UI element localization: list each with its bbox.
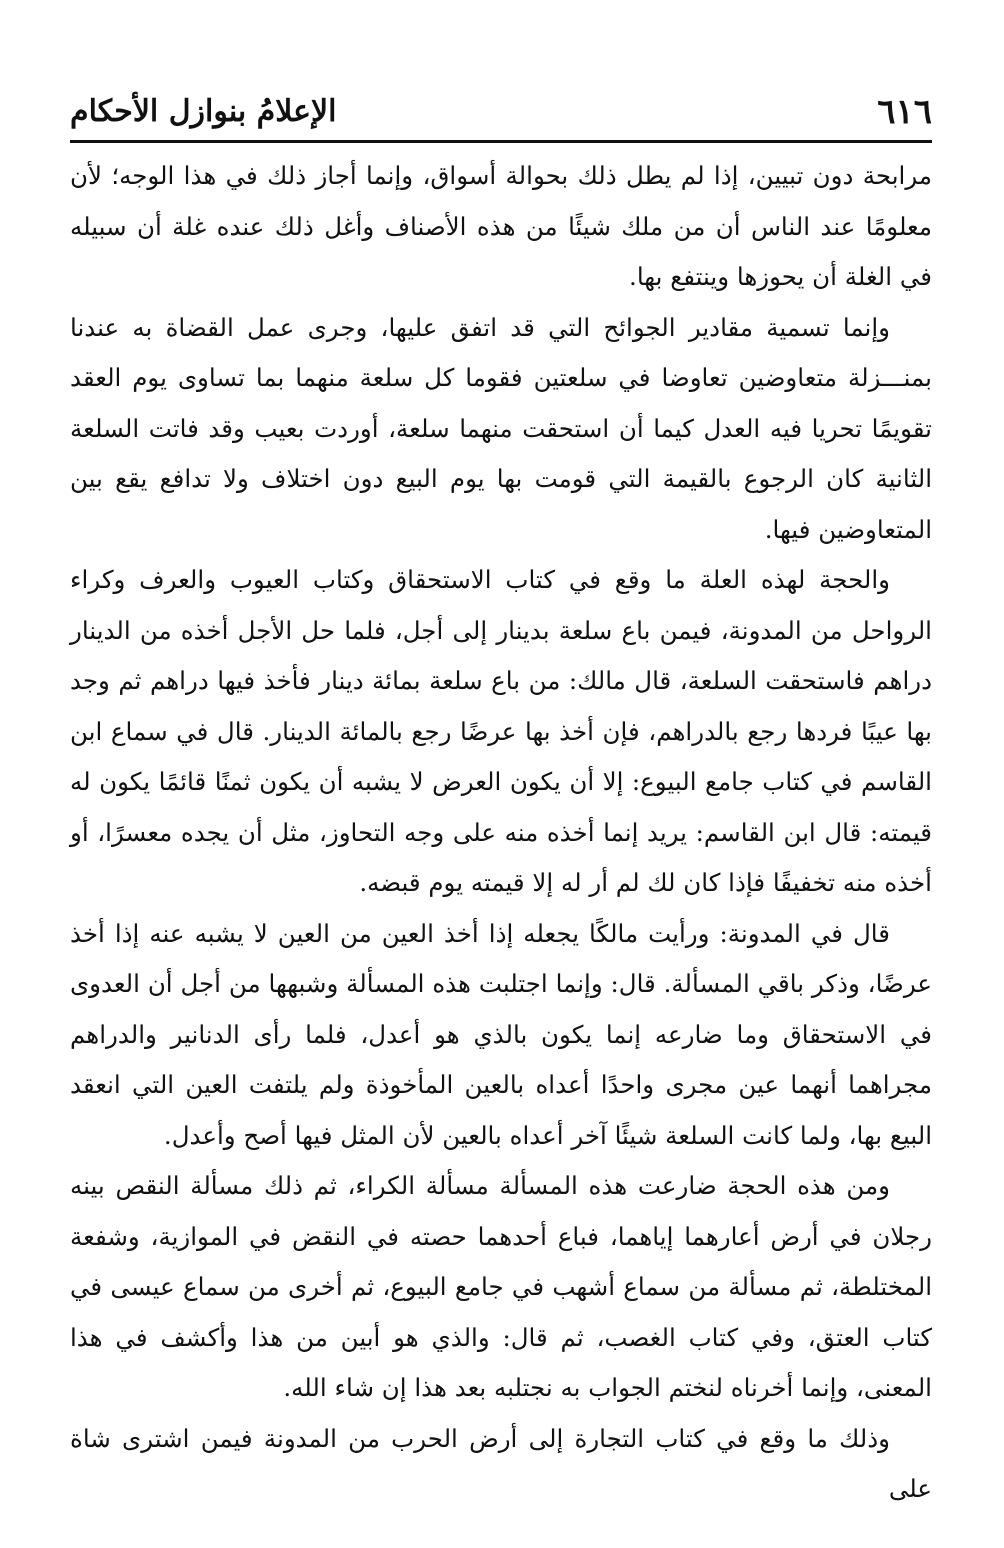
- running-title: الإعلامُ بنوازل الأحكام: [70, 94, 337, 129]
- paragraph: وذلك ما وقع في كتاب التجارة إلى أرض الحرب من المدونة فيمن اشترى شاة على: [70, 1423, 932, 1503]
- page-number: ٦١٦: [877, 92, 932, 132]
- paragraph: ومن هذه الحجة ضارعت هذه المسألة مسألة الكراء، ثم ذلك مسألة النقص بينه رجلان في أرض أعارهما إياهما، فباع أحدهما حصته في النقض في الموازية، وشفعة المختلطة، ثم مسألة من سماع أشهب في جامع البيوع، ثم أخرى من سماع عيسى في كتاب العتق، وفي كتاب الغصب، ثم قال: والذي هو أبين من هذا وأكشف في هذا المعنى، وإنما أخرناه لنختم الجواب به نجتلبه بعد هذا إن شاء الله.: [70, 1171, 932, 1402]
- paragraph: وإنما تسمية مقادير الجوائح التي قد اتفق عليها، وجرى عمل القضاة به عندنا بمنـــزلة متعاوضين تعاوضا في سلعتين فقوما كل سلعة منهما بما تساوى يوم العقد تقويمًا تحريا فيه العدل كيما أن استحقت منهما سلعة، أوردت بعيب وقد فاتت السلعة الثانية كان الرجوع بالقيمة التي قومت بها يوم البيع دون اختلاف ولا تدافع يقع بين المتعاوضين فيها.: [70, 312, 932, 544]
- body-text: [70, 151, 932, 1515]
- paragraph: والحجة لهذه العلة ما وقع في كتاب الاستحقاق وكتاب العيوب والعرف وكراء الرواحل من المدونة، فيمن باع سلعة بدينار إلى أجل، فلما حل الأجل أخذه من الدينار دراهم فاستحقت السلعة، قال مالك: من باع سلعة بمائة دينار فأخذ فيها دراهم ثم وجد بها عيبًا فردها رجع بالدراهم، فإن أخذ بها عرضًا رجع بالمائة الدينار. قال في سماع ابن القاسم في كتاب جامع البيوع: إلا أن يكون العرض لا يشبه أن يكون ثمنًا قائمًا يكون له قيمته: قال ابن القاسم: يريد إنما أخذه منه على وجه التحاوز، مثل أن يجده معسرًا، أو أخذه منه تخفيفًا فإذا كان لك لم أر له إلا قيمته يوم قبضه.: [70, 565, 932, 897]
- page-header: [70, 88, 932, 143]
- paragraph: مرابحة دون تبيين، إذا لم يطل ذلك بحوالة أسواق، وإنما أجاز ذلك في هذا الوجه؛ لأن معلومًا عند الناس أن من ملك شيئًا من هذه الأصناف وأغل ذلك عنده غلة أن سبيله في الغلة أن يحوزها وينتفع بها.: [70, 161, 932, 291]
- paragraph: قال في المدونة: ورأيت مالكًا يجعله إذا أخذ العين من العين لا يشبه عنه إذا أخذ عرضًا، وذكر باقي المسألة. قال: وإنما اجتلبت هذه المسألة وشبهها من أجل أن العدوى في الاستحقاق وما ضارعه إنما يكون بالذي هو أعدل، فلما رأى الدنانير والدراهم مجراهما أنهما عين مجرى واحدًا أعداه بالعين المأخوذة ولم يلتفت العين التي انعقد البيع بها، ولما كانت السلعة شيئًا آخر أعداه بالعين لأن المثل فيها أصح وأعدل.: [70, 918, 932, 1150]
